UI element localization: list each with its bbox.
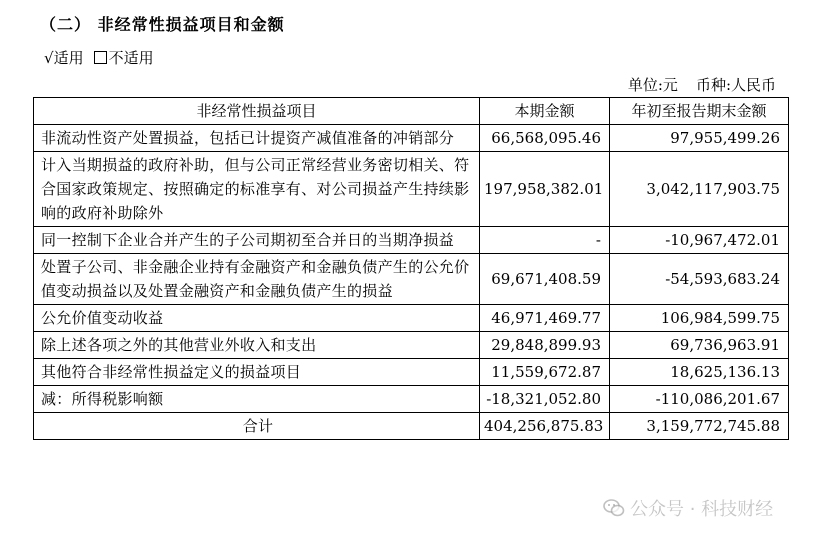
currency-label: 币种:人民币 [695,76,776,94]
table-header-row [34,98,789,125]
row-item: 非流动性资产处置损益，包括已计提资产减值准备的冲销部分 [34,125,480,152]
table-row [34,125,789,152]
row-current: 197,958,382.01 [480,152,610,227]
table-row [34,359,789,386]
non-recurring-items-table [33,97,789,440]
table-row [34,227,789,254]
row-item: 其他符合非经常性损益定义的损益项目 [34,359,480,386]
total-ytd: 3,159,772,745.88 [610,413,789,440]
row-item: 同一控制下企业合并产生的子公司期初至合并日的当期净损益 [34,227,480,254]
row-current: 29,848,899.93 [480,332,610,359]
table-total-row [34,413,789,440]
row-current: 66,568,095.46 [480,125,610,152]
row-ytd: 97,955,499.26 [610,125,789,152]
wechat-icon [602,496,626,520]
not-applicable-label: 不适用 [108,49,154,67]
row-ytd: -110,086,201.67 [610,386,789,413]
row-current: 11,559,672.87 [480,359,610,386]
unit-label: 单位:元 [627,76,678,94]
watermark [602,495,773,521]
table-row [34,386,789,413]
checkbox-empty-icon [94,51,107,64]
table-row [34,332,789,359]
row-current: -18,321,052.80 [480,386,610,413]
row-item: 除上述各项之外的其他营业外收入和支出 [34,332,480,359]
row-item: 公允价值变动收益 [34,305,480,332]
row-ytd: -10,967,472.01 [610,227,789,254]
header-ytd: 年初至报告期末金额 [610,98,789,125]
row-ytd: 69,736,963.91 [610,332,789,359]
row-item: 计入当期损益的政府补助，但与公司正常经营业务密切相关、符合国家政策规定、按照确定的标准享有、对公司损益产生持续影响的政府补助除外 [34,152,480,227]
row-item: 处置子公司、非金融企业持有金融资产和金融负债产生的公允价值变动损益以及处置金融资产和金融负债产生的损益 [34,254,480,305]
total-current: 404,256,875.83 [480,413,610,440]
row-ytd: 106,984,599.75 [610,305,789,332]
table-row [34,254,789,305]
row-item: 减：所得税影响额 [34,386,480,413]
unit-line [628,74,776,95]
table-row [34,305,789,332]
total-label: 合计 [34,413,480,440]
row-ytd: 3,042,117,903.75 [610,152,789,227]
applicable-label: 适用 [53,49,84,67]
watermark-text: 公众号 · 科技财经 [630,499,774,520]
row-current: - [480,227,610,254]
header-current: 本期金额 [480,98,610,125]
section-heading: （二） 非经常性损益项目和金额 [40,15,285,34]
row-ytd: -54,593,683.24 [610,254,789,305]
table-row [34,152,789,227]
header-item: 非经常性损益项目 [34,98,480,125]
row-current: 46,971,469.77 [480,305,610,332]
checkmark-icon: √ [44,49,54,67]
row-current: 69,671,408.59 [480,254,610,305]
applicability-line [44,47,154,68]
row-ytd: 18,625,136.13 [610,359,789,386]
